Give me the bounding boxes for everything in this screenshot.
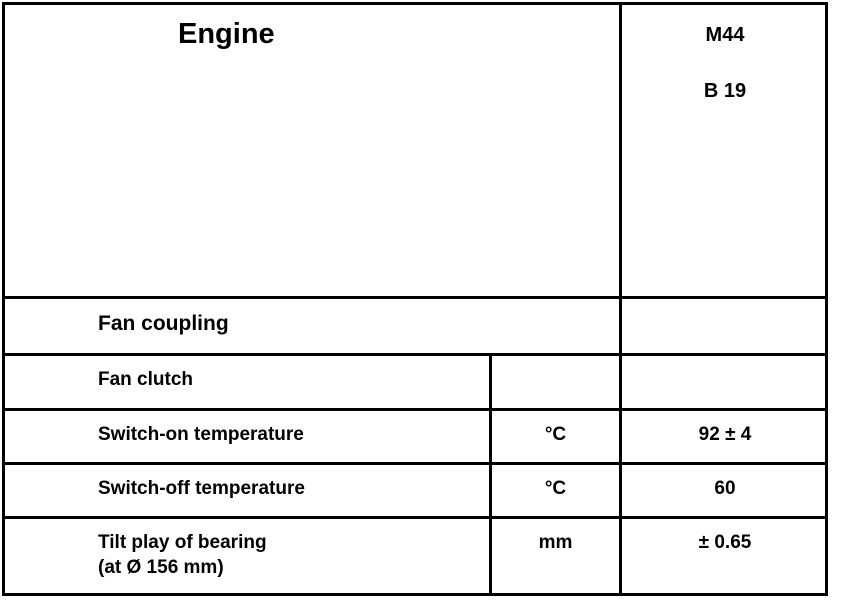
engine-variant: B 19 xyxy=(703,80,747,102)
row-label-switch-on: Switch-on temperature xyxy=(98,424,304,445)
row-divider-1 xyxy=(2,408,828,411)
row-unit-tilt-play: mm xyxy=(538,532,573,553)
row-label-switch-off: Switch-off temperature xyxy=(98,478,305,499)
engine-heading: Engine xyxy=(178,18,275,50)
header-divider xyxy=(2,296,828,299)
row-label-tilt-play-line2: (at Ø 156 mm) xyxy=(98,557,224,578)
section-title: Fan coupling xyxy=(98,312,229,335)
row-value-tilt-play: ± 0.65 xyxy=(698,532,752,553)
row-divider-2 xyxy=(2,462,828,465)
unit-column-divider xyxy=(489,354,492,596)
row-label-tilt-play: Tilt play of bearing xyxy=(98,532,267,553)
row-value-switch-on: 92 ± 4 xyxy=(698,424,752,445)
row-unit-switch-off: °C xyxy=(544,478,567,499)
section-divider xyxy=(2,353,828,356)
engine-model: M44 xyxy=(705,24,745,46)
row-value-switch-off: 60 xyxy=(714,478,736,499)
row-divider-3 xyxy=(2,516,828,519)
row-unit-switch-on: °C xyxy=(544,424,567,445)
row-label-fan-clutch: Fan clutch xyxy=(98,369,194,390)
